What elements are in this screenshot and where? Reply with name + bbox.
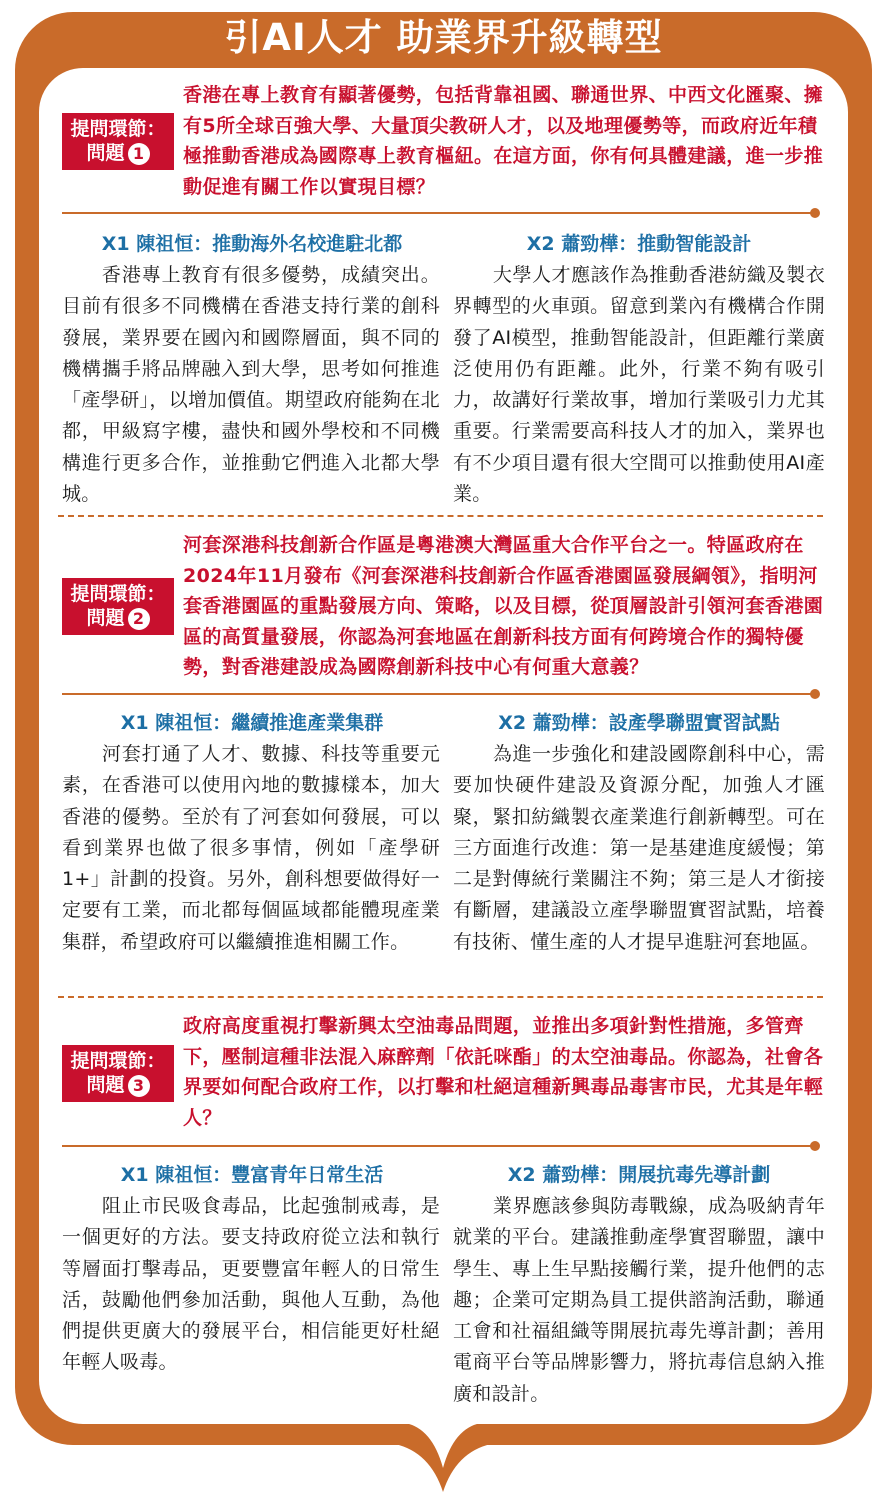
section-divider <box>62 1145 814 1147</box>
question-tag-label: 提問環節： <box>70 118 166 140</box>
question-text-2: 河套深港科技創新合作區是粵港澳大灣區重大合作平台之一。特區政府在2024年11月發布《河套深港科技創新合作區香港園區發展綱領》，指明河套香港園區的重點發展方向、策略，以及目標，從頂層設計引領河套香港園區的高質量發展，你認為河套地區在創新科技方面有何跨境合作的獨特優勢，對香港建設成為國際創新科技中心有何重大意義？ <box>183 534 824 678</box>
answer-body-x2: 為進一步強化和建設國際創科中心，需要加快硬件建設及資源分配，加強人才匯聚，緊扣紡織製衣產業進行創新轉型。可在三方面進行改進：第一是基建進度緩慢；第二是對傳統行業關注不夠；第三是人才銜接有斷層，建議設立產學聯盟實習試點，培養有技術、懂生產的人才提早進駐河套地區。 <box>453 743 825 953</box>
question-number-badge: 3 <box>128 1075 150 1097</box>
answer-heading-x2: X2 蕭勁樺：設產學聯盟實習試點 <box>498 712 780 734</box>
question-tag-3 <box>62 1045 174 1102</box>
question-tag-1 <box>62 113 174 170</box>
question-text-3: 政府高度重視打擊新興太空油毒品問題，並推出多項針對性措施，多管齊下，壓制這種非法混入麻醉劑「依託咪酯」的太空油毒品。你認為，社會各界要如何配合政府工作，以打擊和杜絕這種新興毒品毒害市民，尤其是年輕人？ <box>183 1015 824 1129</box>
section-divider <box>62 212 814 214</box>
dashed-separator <box>58 996 823 998</box>
answer-heading-x1: X1 陳祖恒：豐富青年日常生活 <box>120 1164 384 1186</box>
page-title: 引AI人才 助業界升級轉型 <box>224 16 663 59</box>
question-tag-2 <box>62 578 174 635</box>
answer-body-x2: 大學人才應該作為推動香港紡織及製衣界轉型的火車頭。留意到業內有機構合作開發了AI模型，推動智能設計，但距離行業廣泛使用仍有距離。此外，行業不夠有吸引力，故講好行業故事，增加行業吸引力尤其重要。行業需要高科技人才的加入，業界也有不少項目還有很大空間可以推動使用AI產業。 <box>453 264 825 506</box>
divider-dot <box>810 1141 820 1151</box>
divider-dot <box>810 689 820 699</box>
answer-heading-x1: X1 陳祖恒：繼續推進產業集群 <box>120 712 384 734</box>
question-tag-label: 提問環節： <box>70 1050 166 1072</box>
answer-body-x2: 業界應該參與防毒戰線，成為吸納青年就業的平台。建議推動產學實習聯盟，讓中學生、專上生早點接觸行業，提升他們的志趣；企業可定期為員工提供諮詢活動，聯通工會和社福組織等開展抗毒先導計劃；善用電商平台等品牌影響力，將抗毒信息納入推廣和設計。 <box>453 1195 825 1405</box>
section-divider <box>62 693 814 695</box>
answer-heading-x2: X2 蕭勁樺：開展抗毒先導計劃 <box>507 1164 771 1186</box>
answer-heading-x2: X2 蕭勁樺：推動智能設計 <box>526 233 752 255</box>
answer-heading-x1: X1 陳祖恒：推動海外名校進駐北都 <box>101 233 403 255</box>
answer-body-x1: 阻止市民吸食毒品，比起強制戒毒，是一個更好的方法。要支持政府從立法和執行等層面打擊毒品，更要豐富年輕人的日常生活，鼓勵他們參加活動，與他人互動，為他們提供更廣大的發展平台，相信能更好杜絕年輕人吸毒。 <box>62 1195 440 1374</box>
divider-dot <box>810 208 820 218</box>
question-number-badge: 1 <box>128 143 150 165</box>
question-tag-sub: 問題 <box>86 142 125 164</box>
question-tag-sub: 問題 <box>86 607 125 629</box>
answer-body-x1: 河套打通了人才、數據、科技等重要元素，在香港可以使用內地的數據樣本，加大香港的優勢。至於有了河套如何發展，可以看到業界也做了很多事情，例如「產學研1+」計劃的投資。另外，創科想要做得好一定要有工業，而北都每個區域都能體現產業集群，希望政府可以繼續推進相關工作。 <box>62 743 440 953</box>
question-text-1: 香港在專上教育有顯著優勢，包括背靠祖國、聯通世界、中西文化匯聚、擁有5所全球百強大學、大量頂尖教研人才，以及地理優勢等，而政府近年積極推動香港成為國際專上教育樞紐。在這方面，你有何具體建議，進一步推動促進有關工作以實現目標？ <box>183 84 824 198</box>
question-tag-sub: 問題 <box>86 1074 125 1096</box>
question-number-badge: 2 <box>128 608 150 630</box>
dashed-separator <box>58 515 823 517</box>
question-tag-label: 提問環節： <box>70 583 166 605</box>
answer-body-x1: 香港專上教育有很多優勢，成績突出。目前有很多不同機構在香港支持行業的創科發展，業界要在國內和國際層面，與不同的機構攜手將品牌融入到大學，思考如何推進「產學研」，以增加價值。期望政府能夠在北都，甲級寫字樓，盡快和國外學校和不同機構進行更多合作，並推動它們進入北都大學城。 <box>62 264 440 506</box>
